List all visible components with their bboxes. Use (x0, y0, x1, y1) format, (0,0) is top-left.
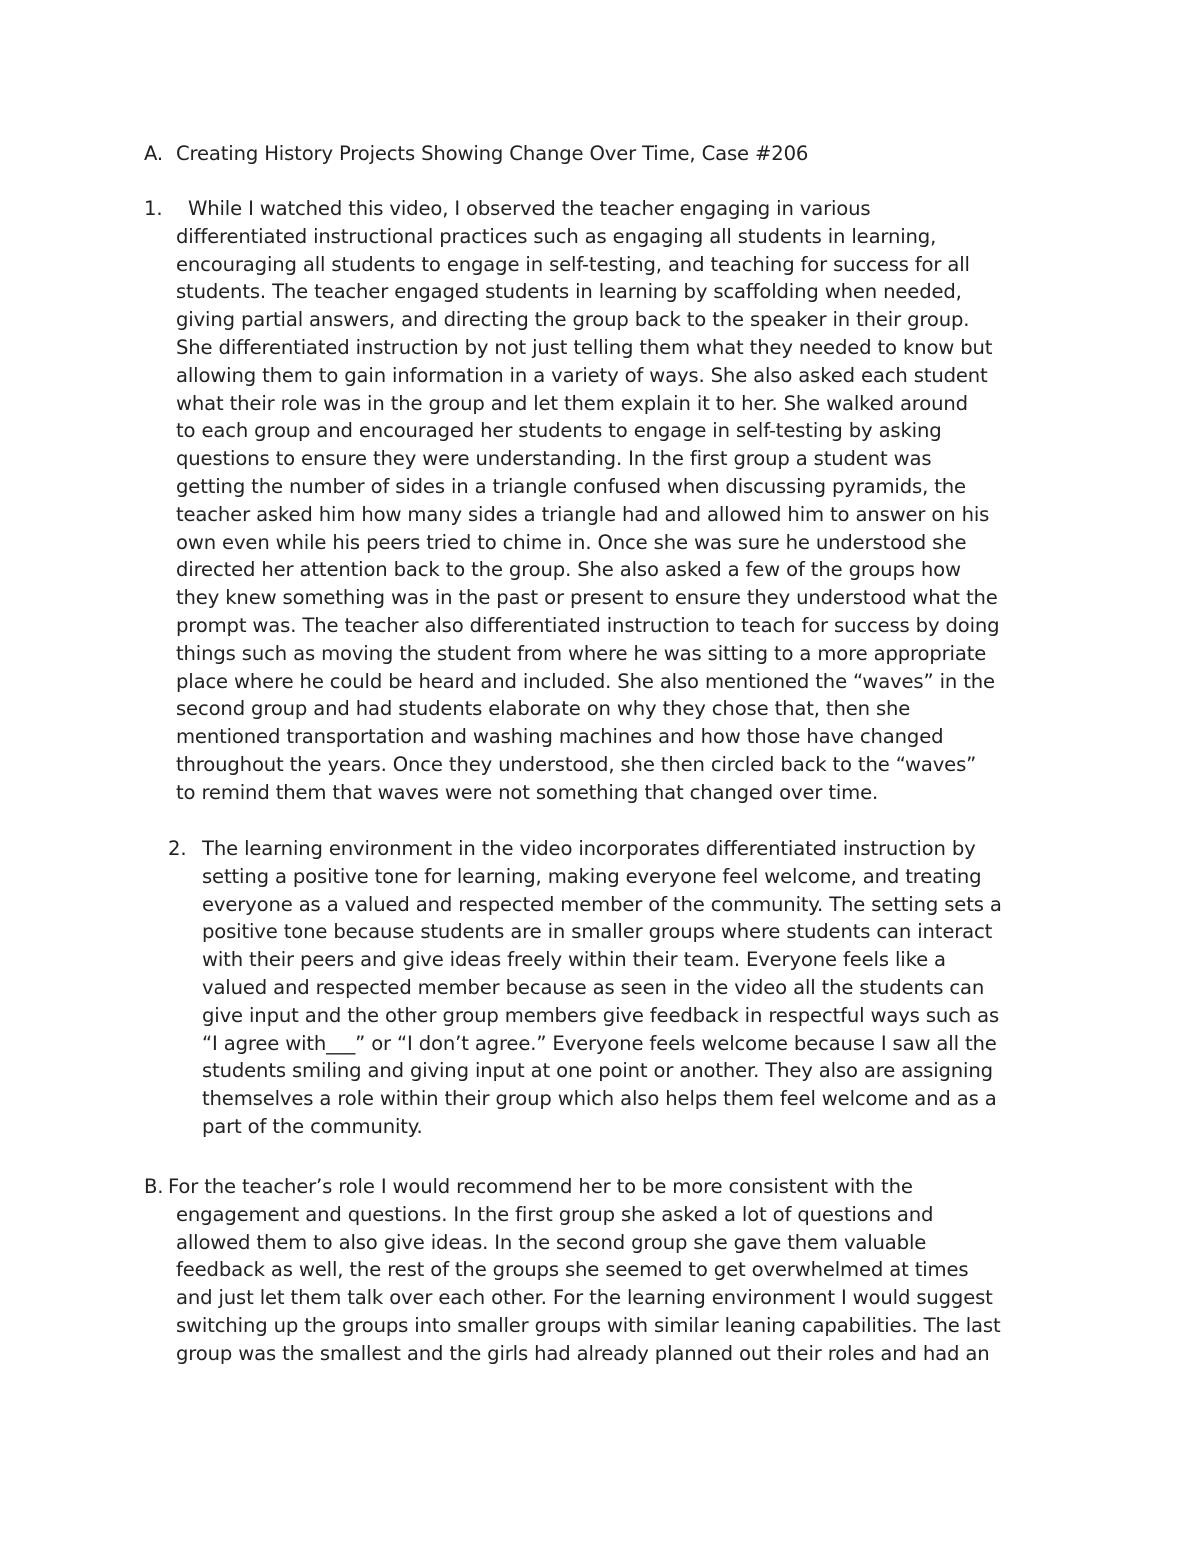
heading-title: Creating History Projects Showing Change Over Time, Case #206 (176, 142, 809, 165)
sectionB-line: engagement and questions. In the first group she asked a lot of questions and (176, 1202, 934, 1226)
item2-line: “I agree with___” or “I don’t agree.” Everyone feels welcome because I saw all the (202, 1031, 997, 1055)
item2-line: with their peers and give ideas freely within their team. Everyone feels like a (202, 948, 946, 972)
item1-line: prompt was. The teacher also differentiated instruction to teach for success by doing (176, 613, 1000, 637)
item1-line: things such as moving the student from where he was sitting to a more appropriate (176, 641, 987, 665)
item1-line: questions to ensure they were understanding. In the first group a student was (176, 447, 932, 471)
item1-line: to remind them that waves were not something that changed over time. (176, 780, 879, 804)
item1-line: getting the number of sides in a triangle confused when discussing pyramids, the (176, 474, 966, 498)
item1-line: allowing them to gain information in a variety of ways. She also asked each student (176, 363, 988, 387)
item2-line: give input and the other group members give feedback in respectful ways such as (202, 1003, 1000, 1027)
item1-line: differentiated instructional practices such as engaging all students in learning, (176, 224, 937, 248)
item1-line: students. The teacher engaged students in learning by scaffolding when needed, (176, 280, 962, 304)
item1-line: giving partial answers, and directing the group back to the speaker in their group. (176, 308, 970, 332)
item1-line: encouraging all students to engage in self-testing, and teaching for success for all (176, 252, 970, 276)
sectionB-line: allowed them to also give ideas. In the second group she gave them valuable (176, 1230, 927, 1254)
item1-line: second group and had students elaborate on why they chose that, then she (176, 697, 911, 721)
item2-line: The learning environment in the video incorporates differentiated instruction by (202, 837, 976, 860)
item2-line: valued and respected member because as seen in the video all the students can (202, 975, 985, 999)
item1-line: She differentiated instruction by not just telling them what they needed to know but (176, 335, 993, 359)
heading-marker: A. (144, 142, 163, 165)
item1-paragraph (176, 195, 999, 807)
item2-line: everyone as a valued and respected member of the community. The setting sets a (202, 892, 1002, 916)
item1-line: place where he could be heard and included. She also mentioned the “waves” in the (176, 669, 995, 693)
item1-marker: 1. (144, 197, 163, 220)
item2-paragraph (202, 835, 1002, 1141)
item1-line: teacher asked him how many sides a triangle had and allowed him to answer on his (176, 502, 990, 526)
item1-line: mentioned transportation and washing machines and how those have changed (176, 725, 944, 749)
item1-line: directed her attention back to the group. She also asked a few of the groups how (176, 558, 961, 582)
item1-line: throughout the years. Once they understood, she then circled back to the “waves” (176, 752, 977, 776)
sectionB-line: and just let them talk over each other. For the learning environment I would suggest (176, 1286, 993, 1310)
sectionB-line: switching up the groups into smaller groups with similar leaning capabilities. The last (176, 1313, 1001, 1337)
sectionB-line: group was the smallest and the girls had already planned out their roles and had an (176, 1341, 990, 1365)
item1-line: While I watched this video, I observed the teacher engaging in various (188, 197, 871, 220)
item2-line: positive tone because students are in smaller groups where students can interact (202, 920, 993, 944)
item2-line: students smiling and giving input at one point or another. They also are assigning (202, 1059, 993, 1083)
item2-line: part of the community. (202, 1114, 423, 1138)
item1-line: what their role was in the group and let them explain it to her. She walked around (176, 391, 968, 415)
sectionB-line: For the teacher’s role I would recommend her to be more consistent with the (168, 1175, 913, 1198)
item2-line: themselves a role within their group which also helps them feel welcome and as a (202, 1087, 997, 1111)
item2-line: setting a positive tone for learning, making everyone feel welcome, and treating (202, 864, 982, 888)
item1-line: they knew something was in the past or present to ensure they understood what the (176, 586, 998, 610)
item1-line: to each group and encouraged her students to engage in self-testing by asking (176, 419, 942, 443)
sectionB-paragraph (168, 1173, 1001, 1368)
sectionB-line: feedback as well, the rest of the groups she seemed to get overwhelmed at times (176, 1258, 969, 1282)
item2-marker: 2. (168, 837, 187, 860)
sectionB-marker: B. (144, 1175, 164, 1198)
item1-line: own even while his peers tried to chime in. Once she was sure he understood she (176, 530, 967, 554)
